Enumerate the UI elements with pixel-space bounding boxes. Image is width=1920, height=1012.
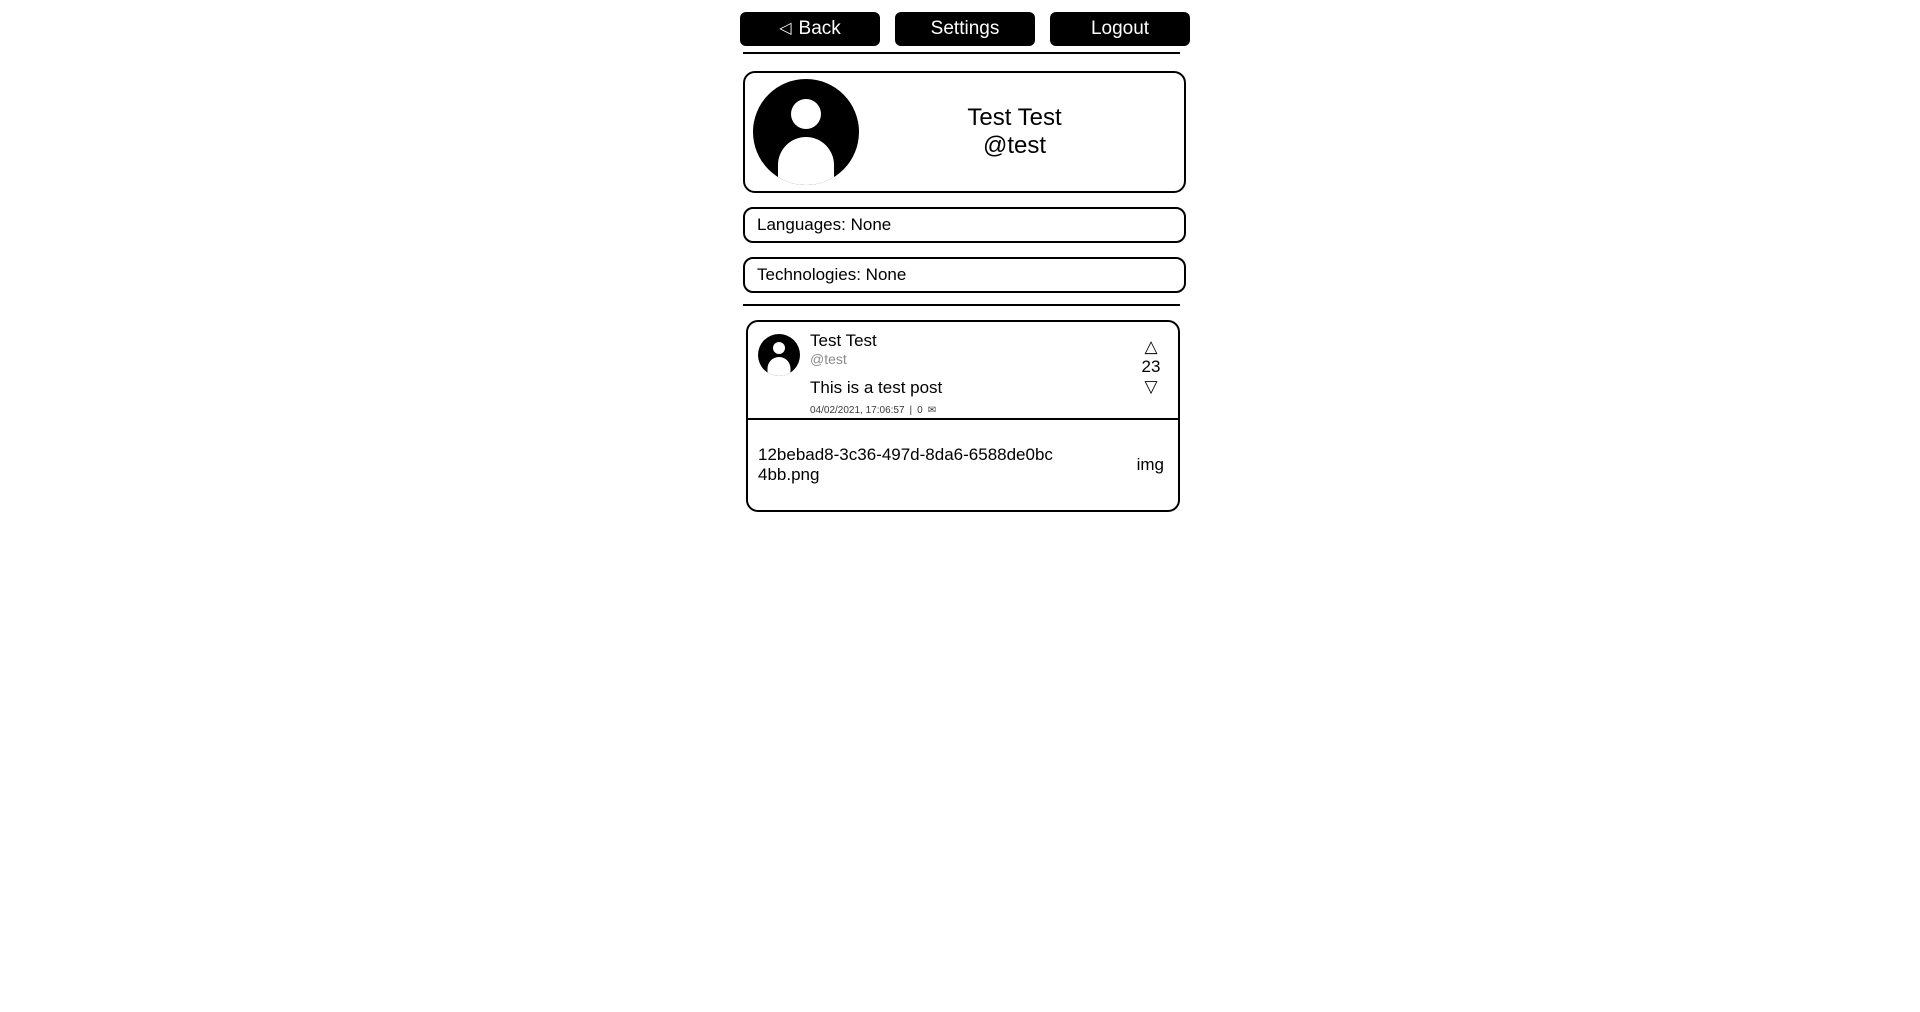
comment-icon: ✉: [927, 404, 937, 416]
logout-button-label: Logout: [1090, 18, 1150, 39]
triangle-left-icon: ◁: [779, 20, 792, 37]
post-meta: [810, 405, 1134, 416]
top-navigation: [740, 12, 1190, 46]
settings-button-label: Settings: [930, 18, 1000, 39]
settings-button[interactable]: [895, 12, 1035, 46]
post-body: [810, 332, 1134, 416]
profile-names: [845, 104, 1184, 161]
post-main: [748, 322, 1178, 420]
downvote-icon[interactable]: ▽: [1144, 377, 1158, 396]
post-comment-count: 0: [917, 404, 923, 416]
vote-score: 23: [1141, 357, 1161, 376]
post-timestamp: 04/02/2021, 17:06:57: [810, 404, 905, 416]
languages-row: [743, 207, 1186, 243]
technologies-row: [743, 257, 1186, 293]
divider-middle: [743, 304, 1180, 306]
attachment-filename: 12bebad8-3c36-497d-8da6-6588de0bc4bb.png: [758, 444, 1053, 484]
back-button-label: Back: [798, 18, 841, 39]
user-avatar-icon: [753, 79, 859, 185]
attachment-type-label: img: [1136, 455, 1164, 474]
divider-top: [743, 52, 1180, 54]
meta-divider: |: [909, 404, 913, 416]
logout-button[interactable]: [1050, 12, 1190, 46]
profile-handle: @test: [982, 132, 1047, 159]
post-text: This is a test post: [810, 377, 943, 397]
post-handle: @test: [810, 350, 847, 367]
vote-column: [1134, 332, 1168, 395]
profile-card: [743, 71, 1186, 193]
technologies-label: Technologies: None: [757, 265, 907, 284]
upvote-icon[interactable]: △: [1144, 337, 1158, 356]
post-card[interactable]: [746, 320, 1180, 512]
post-author: Test Test: [810, 331, 877, 350]
back-button[interactable]: [740, 12, 880, 46]
profile-display-name: Test Test: [967, 103, 1062, 131]
user-avatar-icon: [758, 334, 800, 376]
languages-label: Languages: None: [757, 215, 892, 234]
post-attachment[interactable]: [748, 420, 1178, 510]
